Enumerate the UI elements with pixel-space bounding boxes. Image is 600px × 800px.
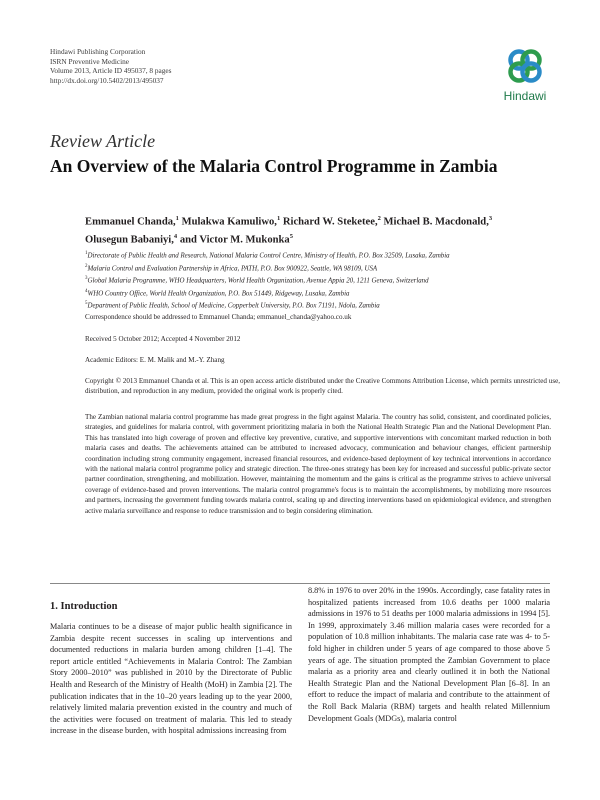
- affiliation-text: WHO Country Office, World Health Organization, P.O. Box 51449, Ridgeway, Lusaka, Zambia: [87, 290, 350, 298]
- affiliation-sup: 4: [85, 288, 88, 294]
- affiliation-item: [85, 274, 560, 287]
- academic-editors: Academic Editors: E. M. Malik and M.-Y. Zhang: [85, 356, 225, 364]
- logo-wordmark: Hindawi: [503, 89, 547, 103]
- author-name: Emmanuel Chanda,: [85, 216, 176, 228]
- article-title: An Overview of the Malaria Control Programme in Zambia: [50, 156, 498, 176]
- section-heading: 1. Introduction: [50, 601, 118, 612]
- journal-header: [50, 47, 171, 85]
- author-name: Olusegun Babaniyi,: [85, 234, 174, 246]
- doi-link[interactable]: http://dx.doi.org/10.5402/2013/495037: [50, 75, 164, 85]
- affiliation-text: Department of Public Health, School of Medicine, Copperbelt University, P.O. Box 71191, Ndola, Zambia: [87, 302, 380, 310]
- journal-line: ISRN Preventive Medicine: [50, 56, 130, 66]
- affiliation-sup: 1: [85, 251, 88, 256]
- author-list: [85, 212, 555, 247]
- author-sup: 2: [377, 215, 381, 222]
- affiliation-item: [85, 287, 560, 300]
- body-column-left: Malaria continues to be a disease of major public health significance in Zambia despite recent successes in scaling up interventions and documented reductions in malaria burden among children [1–4]. The report article entitled “Achievements in Malaria Control: The Zambian Story 2000–2010” was published in 2010 by the Directorate of Public Health and Research of the Ministry of Health (MoH) in Zambia [2]. The publication indicates that in the 10–20 years leading up to the year 2000, relatively limited malaria prevention existed in the country and much of the activities were focused on treatment of malaria. This led to steady increase in the disease burden, with hospital admissions increasing from: [50, 622, 292, 736]
- author-sup: 1: [276, 215, 281, 222]
- affiliation-text: Global Malaria Programme, WHO Headquarters, World Health Organization, Avenue Appia 20, 1211 Geneva, Switzerland: [87, 277, 429, 285]
- author-sup: 1: [175, 215, 179, 222]
- hindawi-rings-icon: [503, 44, 547, 88]
- affiliation-item: [85, 249, 560, 262]
- body-column-right: 8.8% in 1976 to over 20% in the 1990s. Accordingly, case fatality rates in hospitalized patients increased from 10.6 deaths per 1000 malaria admissions in 1976 to 51 deaths per 1000 malaria admissions in 1994 [5]. In 1999, approximately 3.46 million malaria cases were recorded for a population of 10.8 million inhabitants. The malaria case rate was 4- to 5-fold higher in children under 5 years of age compared to those above 5 years of age. The situation prompted the Zambian Government to place malaria as a priority area and clearly outlined it in both the National Health Strategic Plan and the National Development Plan [6–8]. In an effort to reduce the impact of malaria and contribute to the attainment of the Roll Back Malaria (RBM) targets and health related Millennium Development Goals (MDGs), malaria control: [308, 586, 550, 723]
- volume-line: Volume 2013, Article ID 495037, 8 pages: [50, 66, 172, 76]
- received-dates: Received 5 October 2012; Accepted 4 November 2012: [85, 335, 241, 343]
- publisher-line: Hindawi Publishing Corporation: [50, 47, 146, 56]
- affiliation-sup: 2: [85, 263, 88, 269]
- affiliation-sup: 5: [85, 301, 88, 307]
- affiliation-item: [85, 262, 560, 275]
- author-name: and Victor M. Mukonka: [179, 234, 290, 246]
- author-sup: 4: [173, 232, 178, 240]
- copyright-notice: Copyright © 2013 Emmanuel Chanda et al. This is an open access article distributed under the Creative Commons Attribution License, which permits unrestricted use, distribution, and reproduction in any medium, provided the original work is properly cited.: [85, 377, 560, 395]
- affiliation-item: [85, 299, 560, 312]
- correspondence: Correspondence should be addressed to Emmanuel Chanda; emmanuel_chanda@yahoo.co.uk: [85, 313, 352, 321]
- affiliation-list: [85, 249, 560, 312]
- affiliation-sup: 3: [85, 276, 88, 282]
- author-name: Mulakwa Kamuliwo,: [181, 216, 277, 228]
- author-name: Michael B. Macdonald,: [383, 216, 489, 228]
- section-divider: [50, 583, 550, 584]
- affiliation-text: Directorate of Public Health and Research, National Malaria Control Centre, Ministry of Health, P.O. Box 32509, Lusaka, Zambia: [87, 252, 450, 260]
- author-sup: 3: [488, 215, 493, 222]
- author-name: Richard W. Steketee,: [282, 216, 378, 228]
- affiliation-text: Malaria Control and Evaluation Partnership in Africa, PATH, P.O. Box 900922, Seattle, WA 98109, USA: [87, 264, 378, 272]
- hindawi-logo[interactable]: [495, 44, 555, 106]
- author-sup: 5: [289, 232, 293, 240]
- abstract-text: The Zambian national malaria control programme has made great progress in the fight against Malaria. The country has solid, consistent, and coordinated policies, strategies, and guidelines for malaria control, with government prioritizing malaria in both the National Health Strategic Plan and the National Development Plan. This has translated into high coverage of proven and effective key preventive, curative, and supportive interventions with concomitant marked reduction in both malaria cases and deaths. The achievements attained can be attributed to increased advocacy, communication and behaviour changes, efficient partnership coordination including strong community engagement, increased financial resources, and evidence-based deployment of key technical interventions in accordance with the national malaria control programme policy and strategic direction. The three-ones strategy has been key for increased and successful public-private sector partner coordination, strengthening, and mobilization. However, maintaining the momentum and the gains is critical as the programme strives to achieve universal coverage of evidence-based and proven interventions. The malaria control programme's focus is to maintain the accomplishments, by mobilizing more resources and partners, increasing the government funding towards malaria control, scaling up and directing interventions based on epidemiological evidence, and strengthen active malaria surveillance and response to reduce transmission and to begin considering elimination.: [85, 413, 551, 515]
- article-type: Review Article: [50, 131, 156, 151]
